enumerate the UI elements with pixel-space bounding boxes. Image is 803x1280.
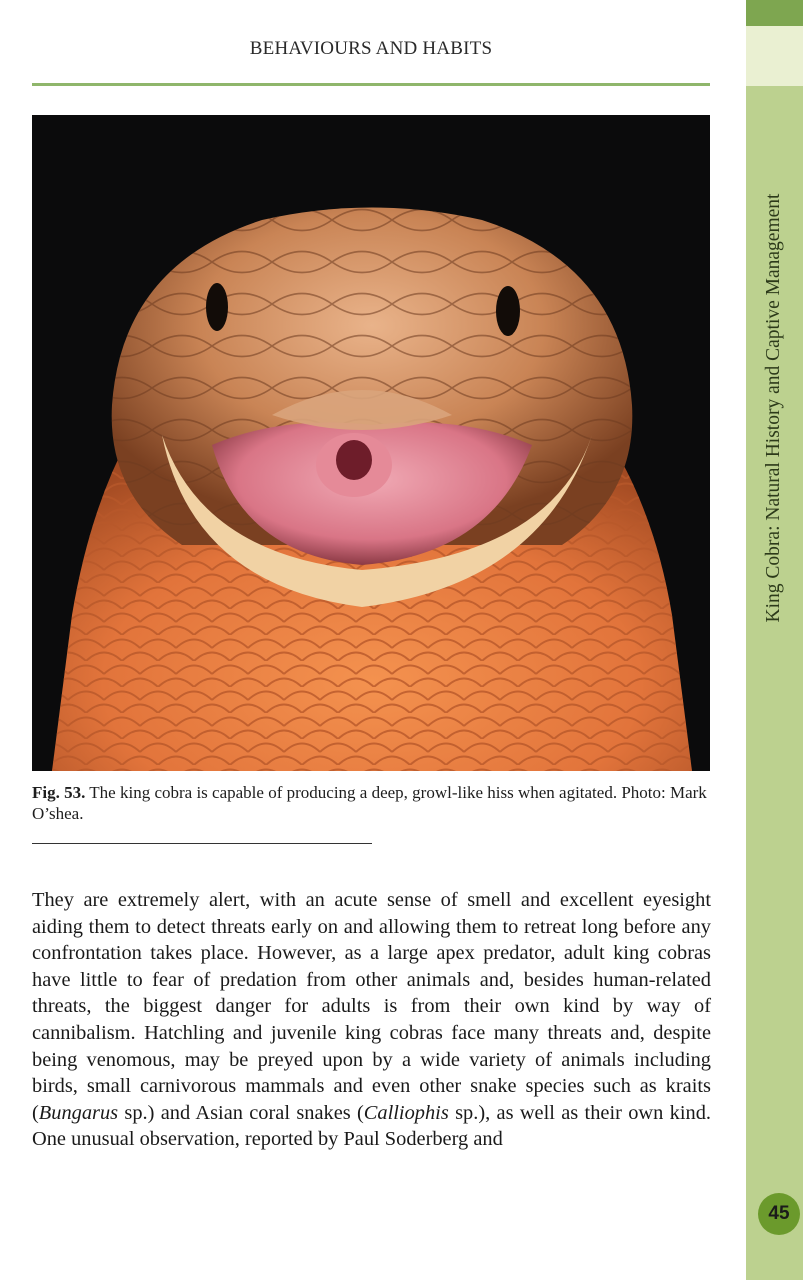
header-rule bbox=[32, 83, 710, 86]
body-text-part-2: sp.) and Asian coral snakes ( bbox=[118, 1101, 364, 1124]
running-head: BEHAVIOURS AND HABITS bbox=[249, 38, 493, 59]
caption-text: The king cobra is capable of producing a deep, growl-like hiss when agitated. Photo: Mark O’shea. bbox=[32, 783, 707, 823]
cobra-photo bbox=[32, 115, 710, 771]
sidebar-light-band bbox=[746, 26, 803, 86]
sidebar-top-strip bbox=[746, 0, 803, 26]
body-text-part-3: sp.), as well as their own kind. One unusual observation, reported by Paul Soderberg and bbox=[32, 1101, 711, 1151]
book-title: King Cobra: Natural History and Captive Management bbox=[763, 193, 784, 623]
left-eye bbox=[206, 283, 228, 331]
body-paragraph bbox=[32, 887, 711, 1153]
page-number: 45 bbox=[758, 1193, 800, 1235]
right-eye bbox=[496, 286, 520, 336]
sidebar bbox=[746, 0, 803, 1280]
figure-caption bbox=[32, 782, 722, 824]
caption-divider bbox=[32, 843, 372, 844]
genus-bungarus: Bungarus bbox=[38, 1101, 119, 1124]
genus-calliophis: Calliophis bbox=[363, 1101, 449, 1124]
figure-label: Fig. 53. bbox=[32, 783, 86, 802]
body-text-part-1: They are extremely alert, with an acute sense of smell and excellent eyesight aiding them to detect threats early on and allowing them to retreat long before any confrontation takes place. However, as a large apex predator, adult king cobras have little to fear of predation from other animals and, besides human-related threats, the biggest danger for adults is from their own kind by way of cannibalism. Hatchling and juvenile king cobras face many threats and, despite being venomous, may be preyed upon by a wide variety of animals including birds, small carnivorous mammals and even other snake species such as kraits ( bbox=[32, 889, 711, 1124]
